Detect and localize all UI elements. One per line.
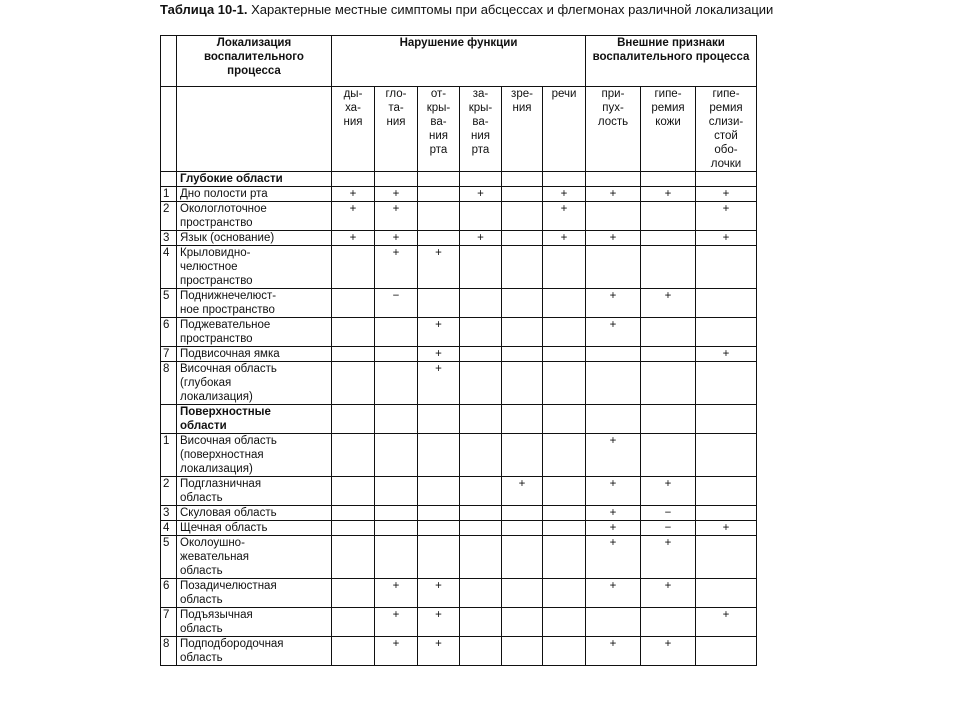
mark-swelling	[586, 362, 641, 405]
mark-mouth-opening: +	[418, 347, 460, 362]
row-number: 3	[161, 506, 177, 521]
mark-mucosa-hyperemia	[696, 362, 757, 405]
mark-skin-hyperemia	[641, 362, 696, 405]
mark-speech	[543, 362, 586, 405]
column-header-vision: зре- ния	[502, 87, 543, 172]
mark-mouth-closing	[460, 289, 502, 318]
column-header-mouth-opening: от- кры- ва- ния рта	[418, 87, 460, 172]
mark-mouth-opening	[418, 521, 460, 536]
mark-mouth-opening: +	[418, 362, 460, 405]
row-number: 1	[161, 434, 177, 477]
mark-swallowing: +	[375, 231, 418, 246]
column-header-swelling: при- пух- лость	[586, 87, 641, 172]
mark-swallowing: +	[375, 608, 418, 637]
mark-mucosa-hyperemia: +	[696, 202, 757, 231]
mark-mouth-opening	[418, 187, 460, 202]
row-location-name: Крыловидно- челюстное пространство	[177, 246, 332, 289]
mark-mucosa-hyperemia	[696, 318, 757, 347]
mark-skin-hyperemia	[641, 246, 696, 289]
mark-speech	[543, 477, 586, 506]
mark-mouth-opening	[418, 434, 460, 477]
mark-mucosa-hyperemia	[696, 506, 757, 521]
section-empty-cell	[460, 405, 502, 434]
mark-mouth-opening: +	[418, 579, 460, 608]
subheader-location-cell	[177, 87, 332, 172]
mark-speech: +	[543, 187, 586, 202]
mark-breathing	[332, 362, 375, 405]
mark-swelling: +	[586, 289, 641, 318]
mark-breathing	[332, 347, 375, 362]
mark-vision	[502, 187, 543, 202]
mark-speech	[543, 289, 586, 318]
mark-swallowing: +	[375, 246, 418, 289]
caption-text: Характерные местные симптомы при абсцессах и флегмонах различной локализации	[251, 2, 774, 17]
header-location: Локализация воспалительного процесса	[177, 36, 332, 87]
mark-mouth-closing	[460, 347, 502, 362]
row-number: 5	[161, 536, 177, 579]
mark-mouth-closing	[460, 434, 502, 477]
symptoms-table	[160, 35, 757, 666]
mark-breathing: +	[332, 202, 375, 231]
mark-mouth-opening	[418, 202, 460, 231]
mark-speech: +	[543, 202, 586, 231]
table-row	[161, 318, 757, 347]
mark-mouth-closing	[460, 246, 502, 289]
mark-speech	[543, 637, 586, 666]
mark-breathing	[332, 318, 375, 347]
mark-mouth-opening	[418, 536, 460, 579]
row-number: 2	[161, 202, 177, 231]
mark-mouth-closing	[460, 608, 502, 637]
section-title: Поверхностные области	[177, 405, 332, 434]
table-row	[161, 347, 757, 362]
section-empty-cell	[696, 172, 757, 187]
row-number: 2	[161, 477, 177, 506]
mark-swelling: +	[586, 231, 641, 246]
row-location-name: Околоушно- жевательная область	[177, 536, 332, 579]
column-header-breathing: ды- ха- ния	[332, 87, 375, 172]
section-empty-cell	[502, 405, 543, 434]
row-location-name: Височная область (глубокая локализация)	[177, 362, 332, 405]
mark-mouth-closing	[460, 521, 502, 536]
section-empty-cell	[375, 405, 418, 434]
mark-mouth-opening	[418, 477, 460, 506]
mark-mouth-closing	[460, 202, 502, 231]
section-row	[161, 172, 757, 187]
mark-swallowing	[375, 477, 418, 506]
table-row	[161, 536, 757, 579]
mark-breathing	[332, 477, 375, 506]
mark-skin-hyperemia: −	[641, 506, 696, 521]
mark-mouth-closing	[460, 362, 502, 405]
mark-mucosa-hyperemia: +	[696, 608, 757, 637]
mark-vision: +	[502, 477, 543, 506]
mark-breathing	[332, 246, 375, 289]
row-location-name: Щечная область	[177, 521, 332, 536]
mark-mouth-opening: +	[418, 637, 460, 666]
row-location-name: Подглазничная область	[177, 477, 332, 506]
mark-mouth-closing	[460, 477, 502, 506]
section-empty-cell	[641, 405, 696, 434]
table-caption	[160, 2, 800, 17]
mark-vision	[502, 362, 543, 405]
row-location-name: Поджевательное пространство	[177, 318, 332, 347]
mark-skin-hyperemia	[641, 608, 696, 637]
mark-swelling: +	[586, 187, 641, 202]
mark-breathing	[332, 579, 375, 608]
mark-mucosa-hyperemia	[696, 536, 757, 579]
mark-vision	[502, 202, 543, 231]
mark-breathing: +	[332, 231, 375, 246]
column-header-mucosa-hyperemia: гипе- ремия слизи- стой обо- лочки	[696, 87, 757, 172]
row-number: 1	[161, 187, 177, 202]
mark-mouth-closing: +	[460, 231, 502, 246]
mark-swallowing	[375, 362, 418, 405]
section-empty-cell	[586, 405, 641, 434]
table-row	[161, 506, 757, 521]
mark-breathing	[332, 637, 375, 666]
mark-swelling: +	[586, 506, 641, 521]
section-empty-cell	[332, 172, 375, 187]
mark-mucosa-hyperemia: +	[696, 521, 757, 536]
mark-mucosa-hyperemia	[696, 637, 757, 666]
mark-mouth-opening: +	[418, 608, 460, 637]
mark-skin-hyperemia	[641, 202, 696, 231]
row-location-name: Скуловая область	[177, 506, 332, 521]
mark-mouth-closing: +	[460, 187, 502, 202]
section-empty-cell	[332, 405, 375, 434]
mark-mucosa-hyperemia	[696, 289, 757, 318]
mark-swallowing: +	[375, 202, 418, 231]
mark-mouth-opening: +	[418, 318, 460, 347]
section-empty-cell	[375, 172, 418, 187]
mark-mouth-opening: +	[418, 246, 460, 289]
mark-swallowing: +	[375, 187, 418, 202]
mark-swallowing	[375, 521, 418, 536]
column-header-speech: речи	[543, 87, 586, 172]
mark-mouth-opening	[418, 289, 460, 318]
row-location-name: Поднижнечелюст- ное пространство	[177, 289, 332, 318]
mark-skin-hyperemia: −	[641, 521, 696, 536]
mark-vision	[502, 289, 543, 318]
section-empty-cell	[543, 172, 586, 187]
column-header-skin-hyperemia: гипе- ремия кожи	[641, 87, 696, 172]
mark-swelling: +	[586, 521, 641, 536]
subheader-number-cell	[161, 87, 177, 172]
mark-speech: +	[543, 231, 586, 246]
header-signs-group: Внешние признаки воспалительного процесса	[586, 36, 757, 87]
section-empty-cell	[418, 405, 460, 434]
mark-skin-hyperemia	[641, 347, 696, 362]
row-number: 6	[161, 579, 177, 608]
mark-swelling: +	[586, 536, 641, 579]
mark-mucosa-hyperemia: +	[696, 231, 757, 246]
mark-mouth-closing	[460, 318, 502, 347]
mark-speech	[543, 521, 586, 536]
section-empty-cell	[696, 405, 757, 434]
mark-mouth-closing	[460, 506, 502, 521]
mark-vision	[502, 246, 543, 289]
mark-skin-hyperemia: +	[641, 289, 696, 318]
mark-swallowing	[375, 434, 418, 477]
header-function-group: Нарушение функции	[332, 36, 586, 87]
mark-breathing	[332, 506, 375, 521]
mark-skin-hyperemia	[641, 434, 696, 477]
mark-swallowing	[375, 506, 418, 521]
mark-swelling: +	[586, 579, 641, 608]
row-number: 4	[161, 246, 177, 289]
mark-swelling	[586, 246, 641, 289]
mark-mouth-closing	[460, 579, 502, 608]
mark-breathing: +	[332, 187, 375, 202]
mark-swallowing: +	[375, 637, 418, 666]
mark-breathing	[332, 289, 375, 318]
row-number: 5	[161, 289, 177, 318]
mark-vision	[502, 637, 543, 666]
mark-speech	[543, 579, 586, 608]
table-body	[161, 172, 757, 666]
row-number: 7	[161, 347, 177, 362]
mark-vision	[502, 318, 543, 347]
mark-skin-hyperemia: +	[641, 477, 696, 506]
section-title: Глубокие области	[177, 172, 332, 187]
mark-mucosa-hyperemia: +	[696, 187, 757, 202]
mark-mouth-closing	[460, 637, 502, 666]
row-location-name: Дно полости рта	[177, 187, 332, 202]
mark-swallowing: +	[375, 579, 418, 608]
mark-swallowing	[375, 536, 418, 579]
mark-vision	[502, 536, 543, 579]
mark-mouth-closing	[460, 536, 502, 579]
section-empty-cell	[586, 172, 641, 187]
mark-mouth-opening	[418, 231, 460, 246]
table-row	[161, 231, 757, 246]
column-header-mouth-closing: за- кры- ва- ния рта	[460, 87, 502, 172]
mark-mucosa-hyperemia	[696, 246, 757, 289]
mark-mucosa-hyperemia	[696, 434, 757, 477]
mark-speech	[543, 347, 586, 362]
mark-speech	[543, 434, 586, 477]
section-empty-cell	[543, 405, 586, 434]
table-row	[161, 202, 757, 231]
caption-label: Таблица 10-1.	[160, 2, 248, 17]
mark-swelling: +	[586, 434, 641, 477]
section-empty-cell	[418, 172, 460, 187]
table-row	[161, 434, 757, 477]
row-number: 6	[161, 318, 177, 347]
table-row	[161, 187, 757, 202]
mark-skin-hyperemia: +	[641, 536, 696, 579]
mark-swelling: +	[586, 637, 641, 666]
mark-breathing	[332, 434, 375, 477]
mark-speech	[543, 536, 586, 579]
section-empty-cell	[502, 172, 543, 187]
section-empty-cell	[641, 172, 696, 187]
section-empty-cell	[460, 172, 502, 187]
mark-speech	[543, 506, 586, 521]
row-location-name: Позадичелюстная область	[177, 579, 332, 608]
row-number: 8	[161, 362, 177, 405]
mark-swelling	[586, 608, 641, 637]
row-number: 4	[161, 521, 177, 536]
section-number-cell	[161, 172, 177, 187]
mark-mouth-opening	[418, 506, 460, 521]
header-number-cell	[161, 36, 177, 87]
mark-breathing	[332, 608, 375, 637]
table-row	[161, 608, 757, 637]
mark-skin-hyperemia: +	[641, 637, 696, 666]
mark-swallowing	[375, 318, 418, 347]
mark-vision	[502, 434, 543, 477]
section-number-cell	[161, 405, 177, 434]
mark-swallowing	[375, 347, 418, 362]
row-location-name: Язык (основание)	[177, 231, 332, 246]
row-location-name: Подподбородочная область	[177, 637, 332, 666]
row-number: 8	[161, 637, 177, 666]
mark-skin-hyperemia	[641, 318, 696, 347]
mark-swelling: +	[586, 477, 641, 506]
mark-skin-hyperemia: +	[641, 187, 696, 202]
table-row	[161, 289, 757, 318]
section-row	[161, 405, 757, 434]
mark-mucosa-hyperemia	[696, 579, 757, 608]
mark-swelling: +	[586, 318, 641, 347]
mark-skin-hyperemia	[641, 231, 696, 246]
row-location-name: Подвисочная ямка	[177, 347, 332, 362]
mark-mucosa-hyperemia	[696, 477, 757, 506]
mark-mucosa-hyperemia: +	[696, 347, 757, 362]
mark-vision	[502, 579, 543, 608]
table-row	[161, 477, 757, 506]
column-header-swallowing: гло- та- ния	[375, 87, 418, 172]
row-number: 7	[161, 608, 177, 637]
mark-speech	[543, 318, 586, 347]
row-location-name: Подъязычная область	[177, 608, 332, 637]
table-row	[161, 246, 757, 289]
table-row	[161, 637, 757, 666]
mark-vision	[502, 521, 543, 536]
row-location-name: Височная область (поверхностная локализация)	[177, 434, 332, 477]
mark-vision	[502, 608, 543, 637]
mark-speech	[543, 608, 586, 637]
row-location-name: Окологлоточное пространство	[177, 202, 332, 231]
mark-swelling	[586, 347, 641, 362]
table-row	[161, 579, 757, 608]
mark-vision	[502, 506, 543, 521]
row-number: 3	[161, 231, 177, 246]
mark-vision	[502, 231, 543, 246]
mark-swallowing: −	[375, 289, 418, 318]
mark-swelling	[586, 202, 641, 231]
mark-skin-hyperemia: +	[641, 579, 696, 608]
mark-breathing	[332, 536, 375, 579]
mark-breathing	[332, 521, 375, 536]
mark-vision	[502, 347, 543, 362]
table-row	[161, 362, 757, 405]
table-row	[161, 521, 757, 536]
mark-speech	[543, 246, 586, 289]
